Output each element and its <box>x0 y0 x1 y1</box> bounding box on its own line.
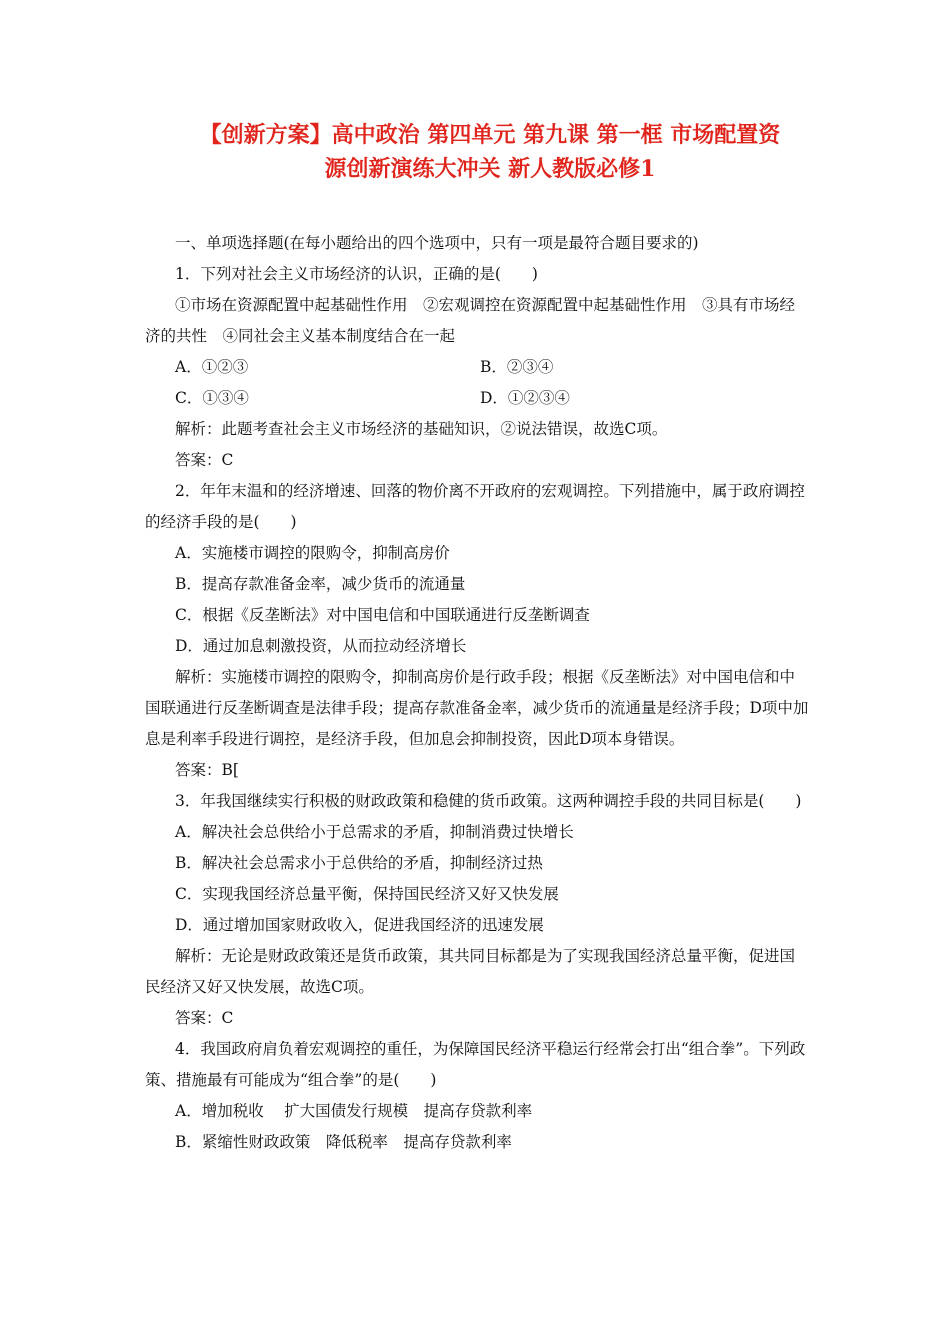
q2-option-a: A．实施楼市调控的限购令，抑制高房价 <box>175 544 450 562</box>
q2-analysis: 解析：实施楼市调控的限购令，抑制高房价是行政手段；根据《反垄断法》对中国电信和中国联通进行反垄断调查是法律手段；提高存款准备金率，减少货币的流通量是经济手段；D项中加息是利率手段进行调控，是经济手段，但加息会抑制投资，因此D项本身错误。 <box>145 668 809 748</box>
q1-items: ①市场在资源配置中起基础性作用 ②宏观调控在资源配置中起基础性作用 ③具有市场经济的共性 ④同社会主义基本制度结合在一起 <box>145 296 796 345</box>
q1-options-row-2 <box>145 383 810 414</box>
q4-stem: 4．我国政府肩负着宏观调控的重任，为保障国民经济平稳运行经常会打出“组合拳”。下列政策、措施最有可能成为“组合拳”的是( ) <box>145 1040 806 1089</box>
q2-option-d: D．通过加息刺激投资，从而拉动经济增长 <box>175 637 467 655</box>
q1-option-d: D．①②③④ <box>480 389 570 407</box>
q4-option-a: A．增加税收 扩大国债发行规模 提高存贷款利率 <box>175 1102 533 1120</box>
q3-analysis: 解析：无论是财政政策还是货币政策，其共同目标都是为了实现我国经济总量平衡，促进国民经济又好又快发展，故选C项。 <box>145 947 796 996</box>
q1-option-c: C．①③④ <box>175 389 249 407</box>
q3-option-d: D．通过增加国家财政收入，促进我国经济的迅速发展 <box>175 916 544 934</box>
q1-option-b: B．②③④ <box>480 358 554 376</box>
q3-answer: 答案：C <box>175 1009 234 1027</box>
q3-stem: 3．年我国继续实行积极的财政政策和稳健的货币政策。这两种调控手段的共同目标是( ) <box>175 792 802 810</box>
q3-option-a: A．解决社会总供给小于总需求的矛盾，抑制消费过快增长 <box>175 823 574 841</box>
title-line-1: 【创新方案】高中政治 第四单元 第九课 第一框 市场配置资 <box>199 122 781 148</box>
section-heading: 一、单项选择题(在每小题给出的四个选项中，只有一项是最符合题目要求的) <box>175 234 699 252</box>
q3-option-b: B．解决社会总需求小于总供给的矛盾，抑制经济过热 <box>175 854 543 872</box>
q1-answer: 答案：C <box>175 451 234 469</box>
title-line-2: 源创新演练大冲关 新人教版必修1 <box>324 156 656 182</box>
document-body <box>145 228 810 1158</box>
q4-option-b: B．紧缩性财政政策 降低税率 提高存贷款利率 <box>175 1133 512 1151</box>
q2-answer: 答案：B[ <box>175 761 239 779</box>
q1-stem: 1．下列对社会主义市场经济的认识，正确的是( ) <box>175 265 538 283</box>
q2-option-b: B．提高存款准备金率，减少货币的流通量 <box>175 575 466 593</box>
q1-option-a: A．①②③ <box>175 358 249 376</box>
q2-stem: 2．年年末温和的经济增速、回落的物价离不开政府的宏观调控。下列措施中，属于政府调控的经济手段的是( ) <box>145 482 805 531</box>
document-title <box>150 118 830 186</box>
q1-analysis: 解析：此题考查社会主义市场经济的基础知识，②说法错误，故选C项。 <box>175 420 668 438</box>
q1-options-row-1 <box>145 352 810 383</box>
q2-option-c: C．根据《反垄断法》对中国电信和中国联通进行反垄断调查 <box>175 606 590 624</box>
q3-option-c: C．实现我国经济总量平衡，保持国民经济又好又快发展 <box>175 885 559 903</box>
